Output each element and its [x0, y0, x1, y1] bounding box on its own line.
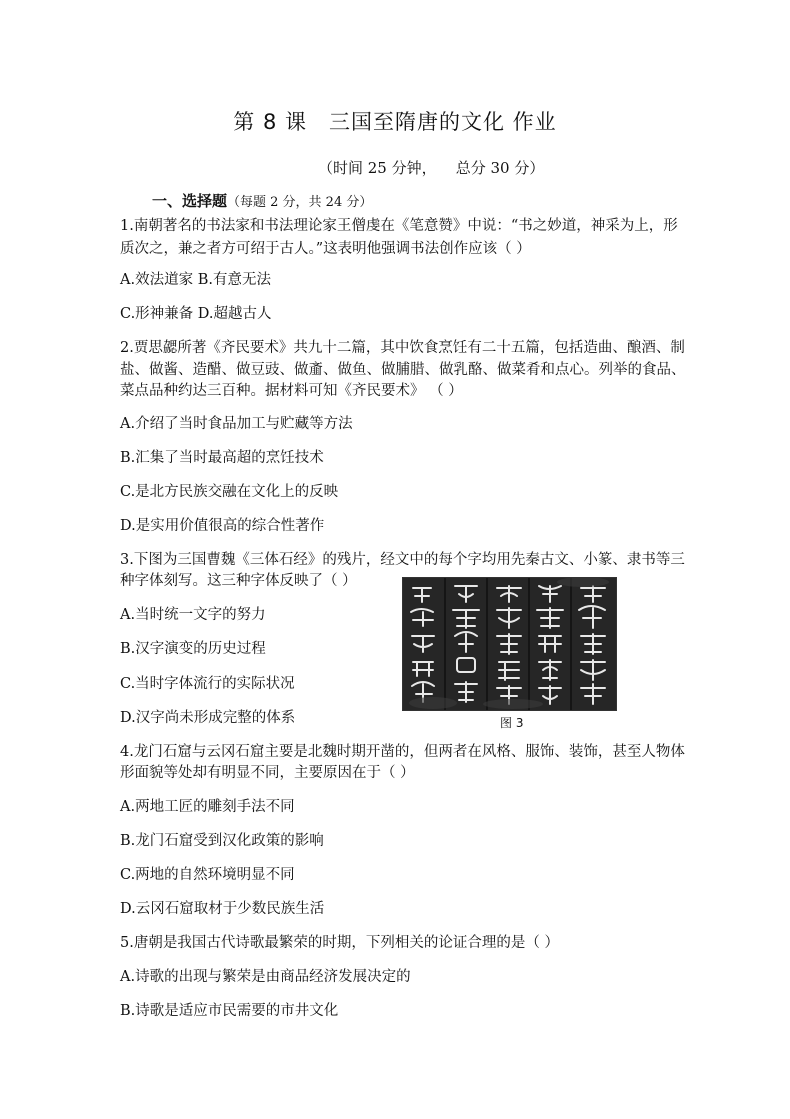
- q4-option-d: D.云冈石窟取材于少数民族生活: [120, 901, 325, 917]
- time-score-info: （时间 25 分钟， 总分 30 分）: [318, 159, 545, 177]
- q4-option-b: B.龙门石窟受到汉化政策的影响: [120, 833, 324, 849]
- q2-stem-line-3: 菜点品种约达三百种。据材料可知《齐民要术》 （ ）: [120, 383, 463, 399]
- q3-option-b: B.汉字演变的历史过程: [120, 641, 266, 657]
- q3-stem-line-1: 3.下图为三国曹魏《三体石经》的残片，经文中的每个字均用先秦古文、小篆、隶书等三: [120, 552, 685, 568]
- q2-option-c: C.是北方民族交融在文化上的反映: [120, 484, 339, 500]
- figure-caption: 图 3: [500, 716, 524, 730]
- q4-stem-line-1: 4.龙门石窟与云冈石窟主要是北魏时期开凿的，但两者在风格、服饰、装饰，甚至人物体: [120, 744, 685, 760]
- q3-option-d: D.汉字尚未形成完整的体系: [120, 710, 296, 726]
- q5-option-a: A.诗歌的出现与繁荣是由商品经济发展决定的: [120, 969, 411, 985]
- q1-options-ab: A.效法道家 B.有意无法: [120, 272, 271, 288]
- section-note: （每题 2 分，共 24 分）: [227, 195, 373, 210]
- q4-option-c: C.两地的自然环境明显不同: [120, 867, 295, 883]
- q5-stem-line-1: 5.唐朝是我国古代诗歌最繁荣的时期，下列相关的论证合理的是（ ）: [120, 935, 559, 951]
- stone-classic-rubbing-image: [402, 577, 617, 711]
- q1-stem-line-2: 质次之，兼之者方可绍于古人。”这表明他强调书法创作应该（ ）: [120, 241, 531, 257]
- q2-stem-line-1: 2.贾思勰所著《齐民要术》共九十二篇，其中饮食烹饪有二十五篇，包括造曲、酿酒、制: [120, 340, 685, 356]
- q1-stem-line-1: 1.南朝著名的书法家和书法理论家王僧虔在《笔意赞》中说：“书之妙道，神采为上，形: [120, 218, 678, 234]
- section-label: 一、选择题: [152, 192, 228, 210]
- q4-option-a: A.两地工匠的雕刻手法不同: [120, 799, 295, 815]
- q2-option-b: B.汇集了当时最高超的烹饪技术: [120, 450, 324, 466]
- q3-option-a: A.当时统一文字的努力: [120, 607, 266, 623]
- q4-stem-line-2: 形面貌等处却有明显不同，主要原因在于（ ）: [120, 765, 415, 781]
- q2-stem-line-2: 盐、做酱、造醋、做豆豉、做齑、做鱼、做脯腊、做乳酪、做菜肴和点心。列举的食品、: [120, 362, 686, 378]
- q1-options-cd: C.形神兼备 D.超越古人: [120, 306, 272, 322]
- q2-option-d: D.是实用价值很高的综合性著作: [120, 518, 325, 534]
- q3-option-c: C.当时字体流行的实际状况: [120, 676, 295, 692]
- q3-stem-line-2: 种字体刻写。这三种字体反映了（ ）: [120, 573, 357, 589]
- q5-option-b: B.诗歌是适应市民需要的市井文化: [120, 1003, 339, 1019]
- section-heading: [152, 190, 372, 211]
- page-title: 第 8 课 三国至隋唐的文化 作业: [233, 110, 557, 134]
- q2-option-a: A.介绍了当时食品加工与贮藏等方法: [120, 416, 353, 432]
